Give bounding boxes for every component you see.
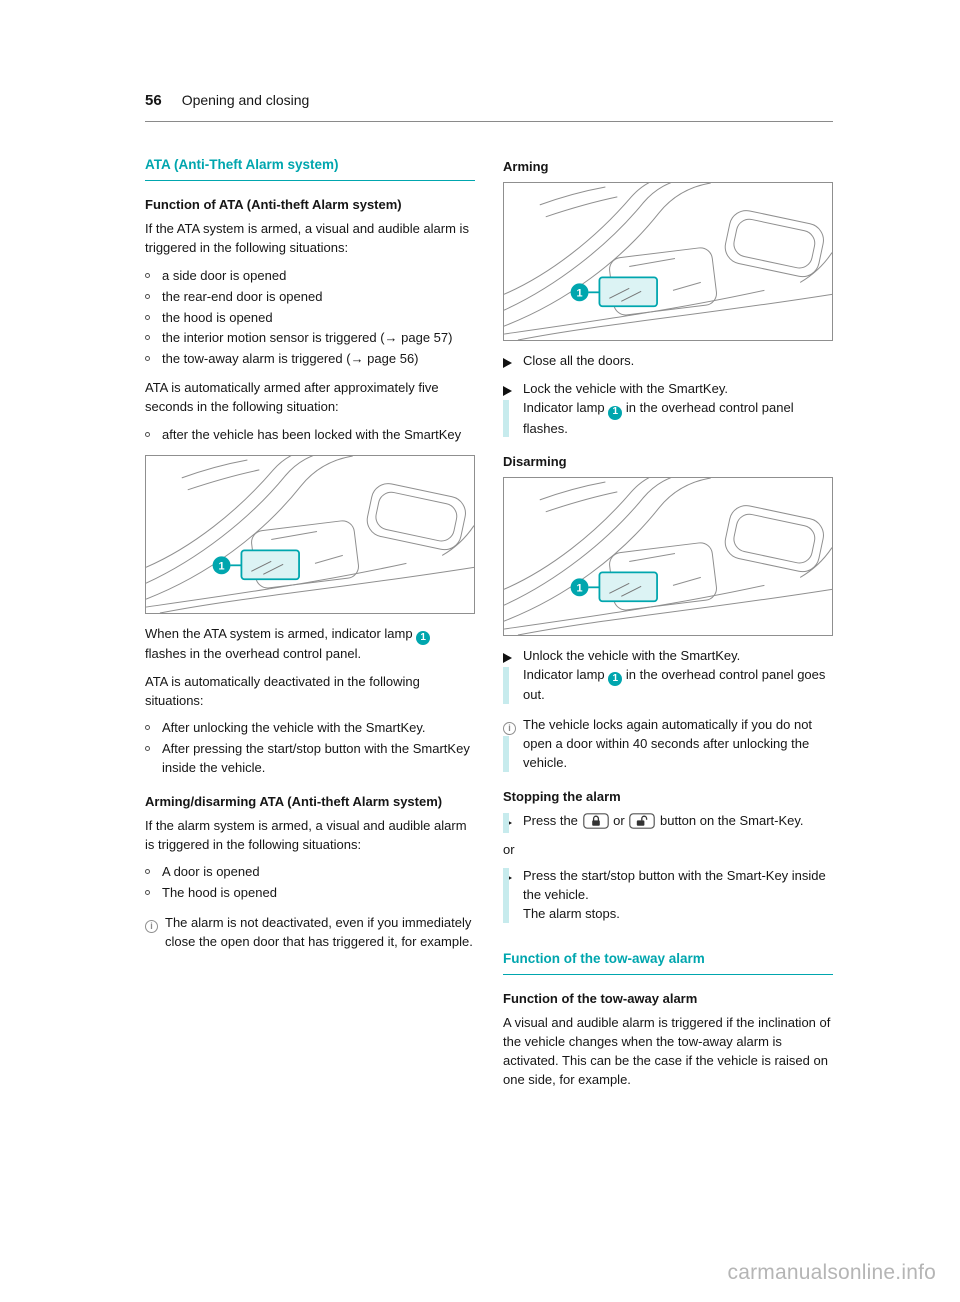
- list-item-text: the tow-away alarm is triggered (→ page 56): [162, 351, 419, 367]
- list-item: [145, 740, 475, 778]
- bullet-icon: [145, 267, 162, 286]
- page-header: [145, 90, 833, 122]
- paragraph-when-armed: [145, 625, 475, 664]
- text-run: or: [613, 812, 625, 828]
- heading-arming: Arming: [503, 158, 549, 174]
- list-item: [145, 288, 475, 307]
- section-title-ata: ATA (Anti-Theft Alarm system): [145, 156, 475, 182]
- list-item-text: The hood is opened: [162, 885, 277, 901]
- text-run: in the overhead control panel flashes.: [523, 400, 794, 436]
- list-item: [145, 884, 475, 903]
- instruction-step: [503, 352, 833, 374]
- text-run: Press the: [523, 812, 578, 828]
- list-item-text: after the vehicle has been locked with the SmartKey: [162, 426, 462, 442]
- list-item: [145, 863, 475, 882]
- bullet-icon: [145, 719, 162, 738]
- list-item-text: the rear-end door is opened: [162, 288, 323, 304]
- list-item-text: After pressing the start/stop button with the SmartKey inside the vehicle.: [162, 741, 470, 776]
- bullet-list-armed-situations: [145, 267, 475, 369]
- paragraph-armed-intro: If the ATA system is armed, a visual and audible alarm is triggered in the following situations:: [145, 221, 469, 255]
- heading-arming-disarming: Arming/disarming ATA (Anti-theft Alarm system): [145, 793, 443, 809]
- heading-function-ata: Function of ATA (Anti-theft Alarm system): [145, 197, 402, 213]
- info-text: The vehicle locks again automatically if you do not open a door within 40 seconds after unlocking the vehicle.: [523, 717, 813, 770]
- paragraph-auto-armed: ATA is automatically armed after approximately five seconds in the following situation:: [145, 380, 439, 414]
- manual-page: [145, 90, 833, 1099]
- list-item: [145, 267, 475, 286]
- step-text: [523, 380, 833, 438]
- heading-disarming: Disarming: [503, 454, 567, 470]
- watermark: carmanualsonline.info: [727, 1260, 936, 1284]
- list-item-text: the interior motion sensor is triggered (→ page 57): [162, 330, 453, 346]
- text-run: Unlock the vehicle with the SmartKey.: [523, 648, 741, 664]
- bullet-list-auto-armed: [145, 426, 475, 445]
- text-run: button on the Smart-Key.: [659, 812, 804, 828]
- step-text: [523, 812, 833, 835]
- lock-open-icon: [629, 813, 655, 835]
- text-run: Press the start/stop button with the Smart-Key inside the vehicle.: [523, 868, 826, 903]
- text-run: When the ATA system is armed, indicator lamp: [145, 625, 413, 641]
- list-item-text: After unlocking the vehicle with the SmartKey.: [162, 720, 426, 736]
- paragraph-alarm-armed: If the alarm system is armed, a visual and audible alarm is triggered in the following situations:: [145, 817, 467, 852]
- info-text: The alarm is not deactivated, even if you immediately close the open door that has triggered it, for example.: [165, 915, 473, 949]
- indicator-lamp-badge: 1: [608, 672, 622, 686]
- bullet-icon: [145, 309, 162, 328]
- text-run: flashes in the overhead control panel.: [145, 645, 362, 661]
- list-item: [145, 719, 475, 738]
- instruction-step: [503, 380, 833, 438]
- bullet-icon: [145, 884, 162, 903]
- list-item-text: the hood is opened: [162, 309, 273, 325]
- bullet-icon: [145, 350, 162, 369]
- bullet-list-alarm: [145, 863, 475, 903]
- info-icon: i: [503, 716, 523, 773]
- instruction-step: [503, 647, 833, 705]
- bullet-icon: [145, 740, 162, 778]
- text-run: The alarm stops.: [523, 905, 620, 921]
- instruction-step: [503, 812, 833, 835]
- list-item: [145, 350, 475, 369]
- list-item-text: A door is opened: [162, 864, 260, 880]
- bullet-icon: [145, 863, 162, 882]
- info-note-alarm: [145, 914, 475, 952]
- step-text: [523, 867, 833, 924]
- bullet-list-deactivated: [145, 719, 475, 778]
- changed-text: [523, 399, 833, 438]
- text-run: in the overhead control panel goes out.: [523, 667, 826, 703]
- indicator-lamp-badge: 1: [416, 631, 430, 645]
- info-note-relock: [503, 716, 833, 773]
- list-item-text: a side door is opened: [162, 267, 287, 283]
- list-item: [145, 426, 475, 445]
- heading-towaway: Function of the tow-away alarm: [503, 991, 698, 1007]
- changed-text: [523, 666, 833, 705]
- paragraph-towaway: A visual and audible alarm is triggered if the inclination of the vehicle changes when the tow-away alarm is activated. This can be the case if the vehicle is raised on one side, for example.: [503, 1015, 831, 1087]
- overhead-console-figure-disarming: [503, 477, 833, 636]
- info-icon: i: [145, 914, 165, 952]
- text-run: Indicator lamp: [523, 667, 605, 683]
- bullet-icon: [145, 426, 162, 445]
- text-run: Lock the vehicle with the SmartKey.: [523, 381, 728, 397]
- indicator-lamp-badge: 1: [608, 406, 622, 420]
- overhead-console-figure-left: [145, 455, 475, 614]
- section-title-towaway: Function of the tow-away alarm: [503, 950, 833, 976]
- list-item: [145, 329, 475, 348]
- bullet-icon: [145, 288, 162, 307]
- bullet-icon: [145, 329, 162, 348]
- text-run: Indicator lamp: [523, 400, 605, 416]
- step-text: [523, 647, 833, 705]
- paragraph-deactivated: ATA is automatically deactivated in the following situations:: [145, 673, 420, 708]
- lock-closed-icon: [583, 813, 609, 835]
- left-column: [145, 156, 475, 1099]
- step-arrow-icon: [503, 352, 523, 374]
- list-item: [145, 309, 475, 328]
- step-text: Close all the doors.: [523, 352, 635, 368]
- instruction-step: [503, 867, 833, 924]
- or-separator: or: [503, 842, 515, 858]
- heading-stopping-alarm: Stopping the alarm: [503, 788, 621, 804]
- right-column: [503, 156, 833, 1099]
- overhead-console-figure-arming: [503, 182, 833, 341]
- page-number: 56: [145, 92, 162, 109]
- chapter-title: Opening and closing: [181, 92, 310, 108]
